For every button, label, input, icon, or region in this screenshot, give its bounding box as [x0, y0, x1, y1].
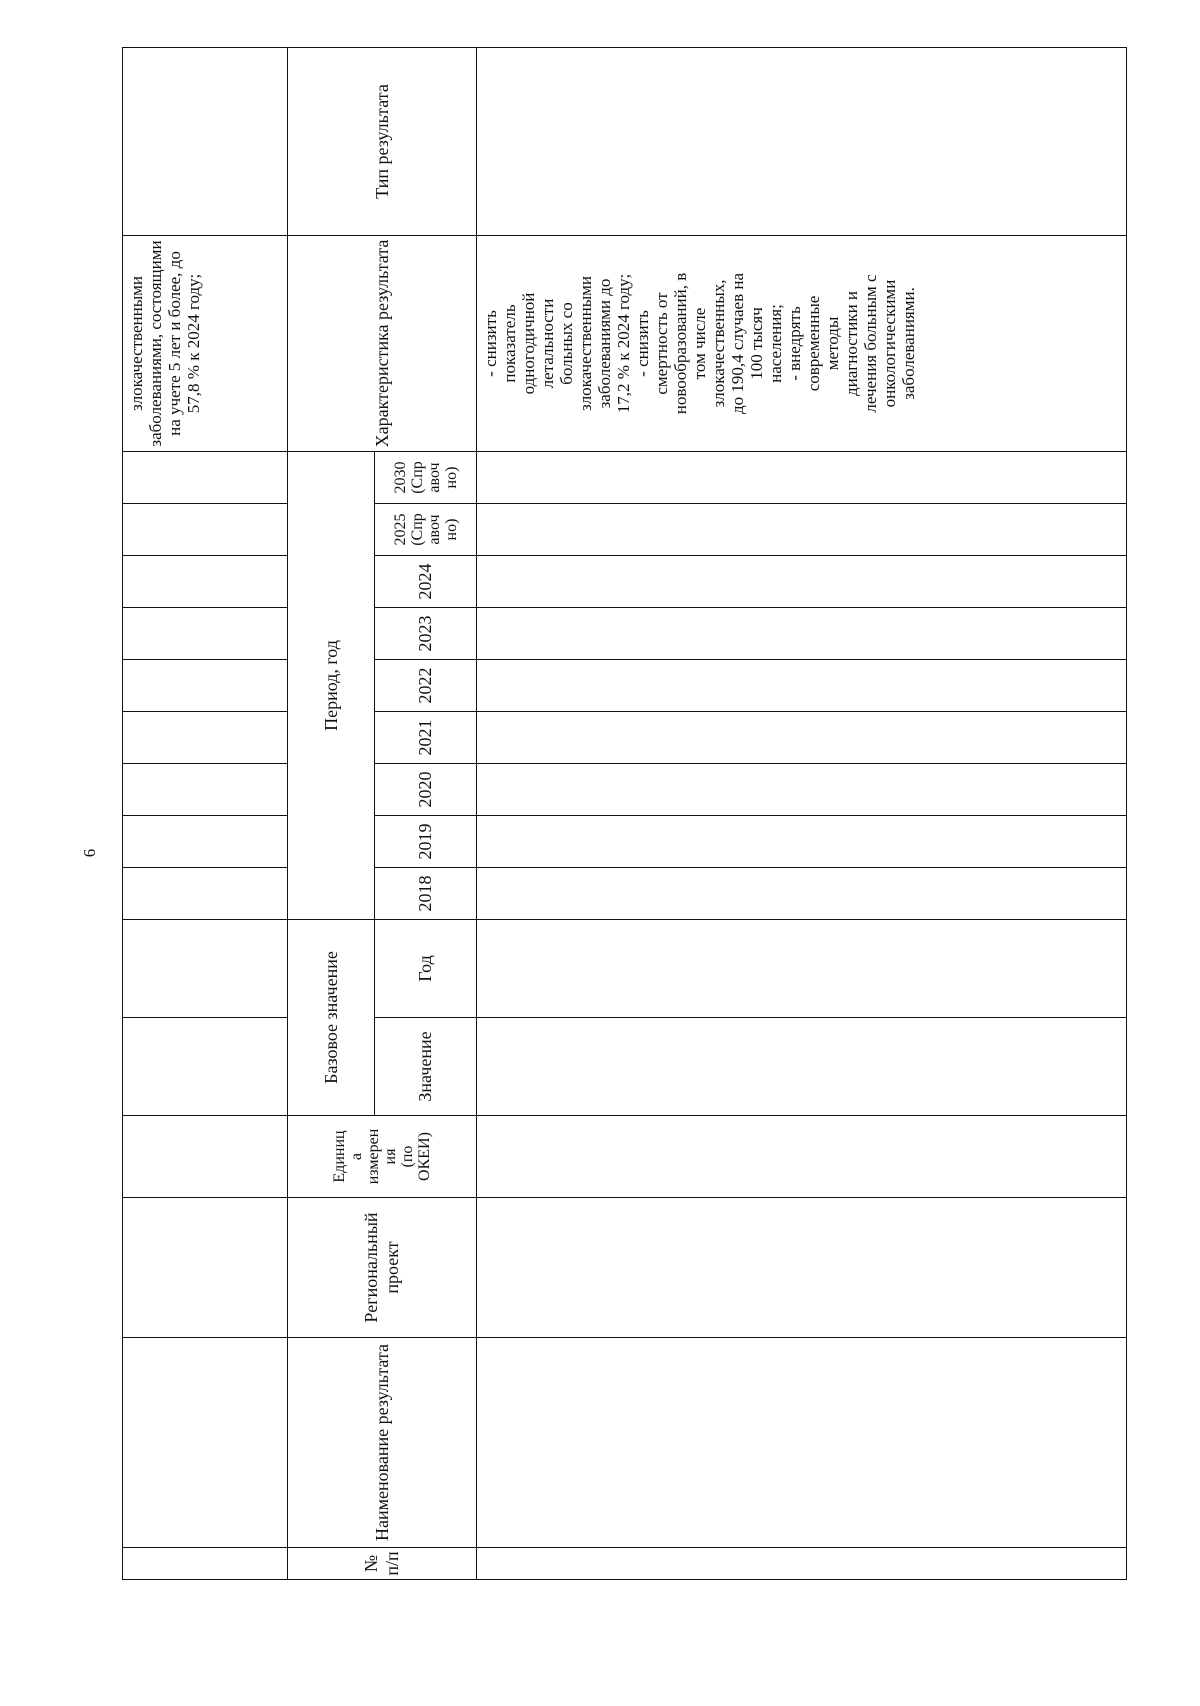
header-regional-project: Региональный проект [288, 1198, 477, 1338]
cont-cell-2023 [123, 608, 288, 660]
cont-cell-project [123, 1198, 288, 1338]
row-cell-2023 [477, 608, 1127, 660]
row-cell-2022 [477, 660, 1127, 712]
row-cell-base-year [477, 920, 1127, 1018]
cont-cell-unit [123, 1116, 288, 1198]
cont-cell-base-value [123, 1018, 288, 1116]
continuation-row [123, 48, 288, 1580]
header-base-value-year: Год [375, 920, 477, 1018]
row-cell-project [477, 1198, 1127, 1338]
header-type: Тип результата [288, 48, 477, 236]
table-row [477, 48, 1127, 1580]
cont-cell-2018 [123, 868, 288, 920]
header-year-2022: 2022 [375, 660, 477, 712]
header-num: № п/п [288, 1548, 477, 1580]
row-cell-num [477, 1548, 1127, 1580]
header-characteristic: Характеристика результата [288, 236, 477, 452]
page-number: 6 [80, 848, 99, 858]
header-year-2020: 2020 [375, 764, 477, 816]
cont-cell-name [123, 1338, 288, 1548]
header-year-2021: 2021 [375, 712, 477, 764]
row-cell-2025 [477, 504, 1127, 556]
header-name: Наименование результата [288, 1338, 477, 1548]
header-year-2025: 2025 (Спр авоч но) [375, 504, 477, 556]
cont-cell-2019 [123, 816, 288, 868]
row-cell-2018 [477, 868, 1127, 920]
cont-cell-2022 [123, 660, 288, 712]
row-cell-2030 [477, 452, 1127, 504]
rotated-table-frame [122, 84, 1126, 1580]
cont-cell-num [123, 1548, 288, 1580]
row-cell-characteristic: - снизить показатель одногодичной летальности больных со злокачественными заболеваниями до 17,2 % к 2024 году; - снизить смертность от новообразований, в том числе злокачественных, до 190,4 случаев на 100 тысяч населения; - внедрять современные методы диагностики и лечения больным с онкологическими заболеваниями. [477, 236, 1127, 452]
header-unit: Единиц а измерен ия (по ОКЕИ) [288, 1116, 477, 1198]
cont-cell-type [123, 48, 288, 236]
row-cell-type [477, 48, 1127, 236]
header-period: Период, год [288, 452, 375, 920]
row-cell-2024 [477, 556, 1127, 608]
header-base-value-value: Значение [375, 1018, 477, 1116]
header-year-2019: 2019 [375, 816, 477, 868]
cont-cell-base-year [123, 920, 288, 1018]
row-cell-2020 [477, 764, 1127, 816]
row-cell-unit [477, 1116, 1127, 1198]
results-table-container [122, 84, 1126, 1580]
row-cell-2021 [477, 712, 1127, 764]
header-row-1 [288, 48, 375, 1580]
row-cell-base-value [477, 1018, 1127, 1116]
header-base-value: Базовое значение [288, 920, 375, 1116]
results-table [122, 47, 1127, 1580]
header-year-2023: 2023 [375, 608, 477, 660]
cont-cell-characteristic: злокачественными заболеваниями, состоящими на учете 5 лет и более, до 57,8 % к 2024 году; [123, 236, 288, 452]
header-year-2018: 2018 [375, 868, 477, 920]
row-cell-name [477, 1338, 1127, 1548]
cont-cell-2030 [123, 452, 288, 504]
header-year-2030: 2030 (Спр авоч но) [375, 452, 477, 504]
cont-cell-2021 [123, 712, 288, 764]
cont-cell-2020 [123, 764, 288, 816]
cont-cell-2024 [123, 556, 288, 608]
header-year-2024: 2024 [375, 556, 477, 608]
row-cell-2019 [477, 816, 1127, 868]
cont-cell-2025 [123, 504, 288, 556]
